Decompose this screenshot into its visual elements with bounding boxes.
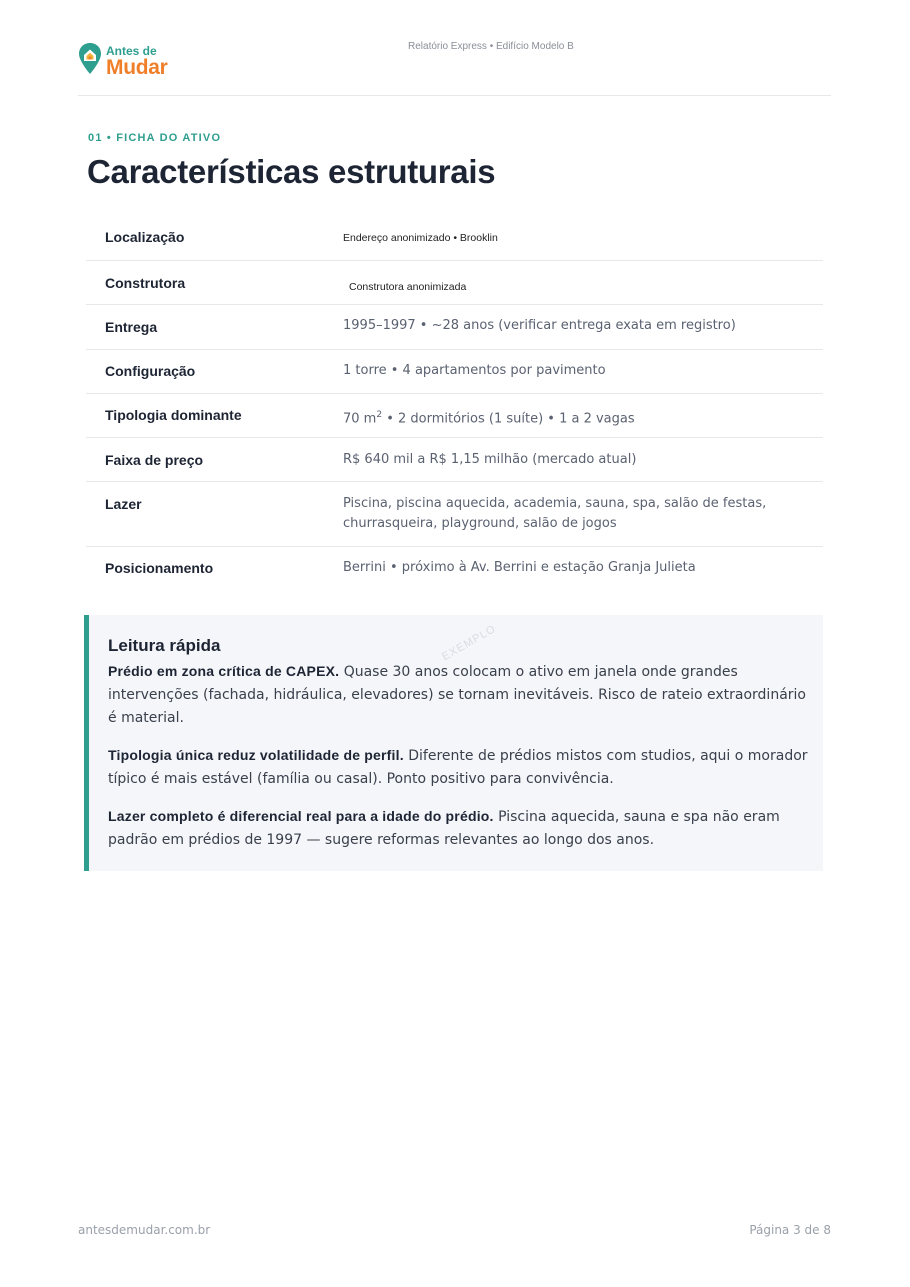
callout-paragraph (108, 805, 808, 852)
row-value (343, 405, 635, 429)
logo-text-bottom: Mudar (106, 56, 168, 79)
table-row (86, 547, 823, 591)
table-row (86, 438, 823, 482)
callout-paragraph-text: Quase 30 anos colocam o ativo em janela onde grandes intervenções (fachada, hidráulica, elevadores) se tornam inevitáveis. Risco de rateio extraordinário é material. (108, 664, 806, 726)
table-row (86, 482, 823, 547)
row-value: 1995–1997 • ~28 anos (verificar entrega exata em registro) (343, 318, 736, 333)
row-label: Construtora (105, 275, 186, 291)
callout-paragraph (108, 660, 808, 730)
callout-paragraph-lead: Lazer completo é diferencial real para a idade do prédio. (108, 808, 494, 824)
row-value: Piscina, piscina aquecida, academia, sauna, spa, salão de festas, churrasqueira, playground, salão de jogos (343, 496, 767, 531)
area-unit-superscript: 2 (376, 410, 383, 420)
callout-paragraph-lead: Tipologia única reduz volatilidade de perfil. (108, 747, 404, 763)
table-row (86, 305, 823, 350)
table-row (86, 216, 823, 261)
area-value: 70 m (343, 411, 377, 427)
row-label: Configuração (105, 363, 196, 379)
row-value: Construtora anonimizada (349, 281, 467, 293)
row-label: Posicionamento (105, 560, 214, 576)
row-value: R$ 640 mil a R$ 1,15 milhão (mercado atual) (343, 452, 637, 467)
row-label: Faixa de preço (105, 452, 204, 468)
table-row (86, 261, 823, 305)
footer-site: antesdemudar.com.br (78, 1223, 211, 1237)
logo-text-top: Antes de (106, 44, 157, 58)
callout-paragraph-text: Diferente de prédios mistos com studios, aqui o morador típico é mais estável (família ou casal). Ponto positivo para convivência. (108, 748, 808, 787)
callout-paragraph-text: Piscina aquecida, sauna e spa não eram padrão em prédios de 1997 — sugere reformas relevantes ao longo dos anos. (108, 809, 780, 848)
row-value: 1 torre • 4 apartamentos por pavimento (343, 363, 606, 378)
brand-logo (78, 42, 168, 78)
row-label: Entrega (105, 319, 158, 335)
row-value: Endereço anonimizado • Brooklin (343, 232, 498, 244)
row-label: Tipologia dominante (105, 407, 242, 423)
section-eyebrow: 01 • FICHA DO ATIVO (88, 132, 222, 144)
map-pin-home-icon (78, 42, 102, 76)
page-header (78, 40, 831, 96)
row-label: Localização (105, 229, 185, 245)
callout-paragraph (108, 744, 808, 791)
report-title: Relatório Express • Edifício Modelo B (408, 41, 574, 52)
page-title: Características estruturais (87, 153, 496, 190)
row-label: Lazer (105, 496, 142, 512)
page-number: Página 3 de 8 (749, 1223, 831, 1237)
row-value: Berrini • próximo à Av. Berrini e estação Granja Julieta (343, 560, 696, 575)
callout-paragraph-lead: Prédio em zona crítica de CAPEX. (108, 663, 340, 679)
watermark: EXEMPLO (440, 622, 499, 664)
table-row (86, 394, 823, 438)
table-row (86, 350, 823, 394)
callout-title: Leitura rápida (108, 636, 221, 655)
quick-read-callout (84, 615, 823, 871)
asset-characteristics-table (86, 216, 823, 591)
typology-details: • 2 dormitórios (1 suíte) • 1 a 2 vagas (382, 411, 635, 427)
